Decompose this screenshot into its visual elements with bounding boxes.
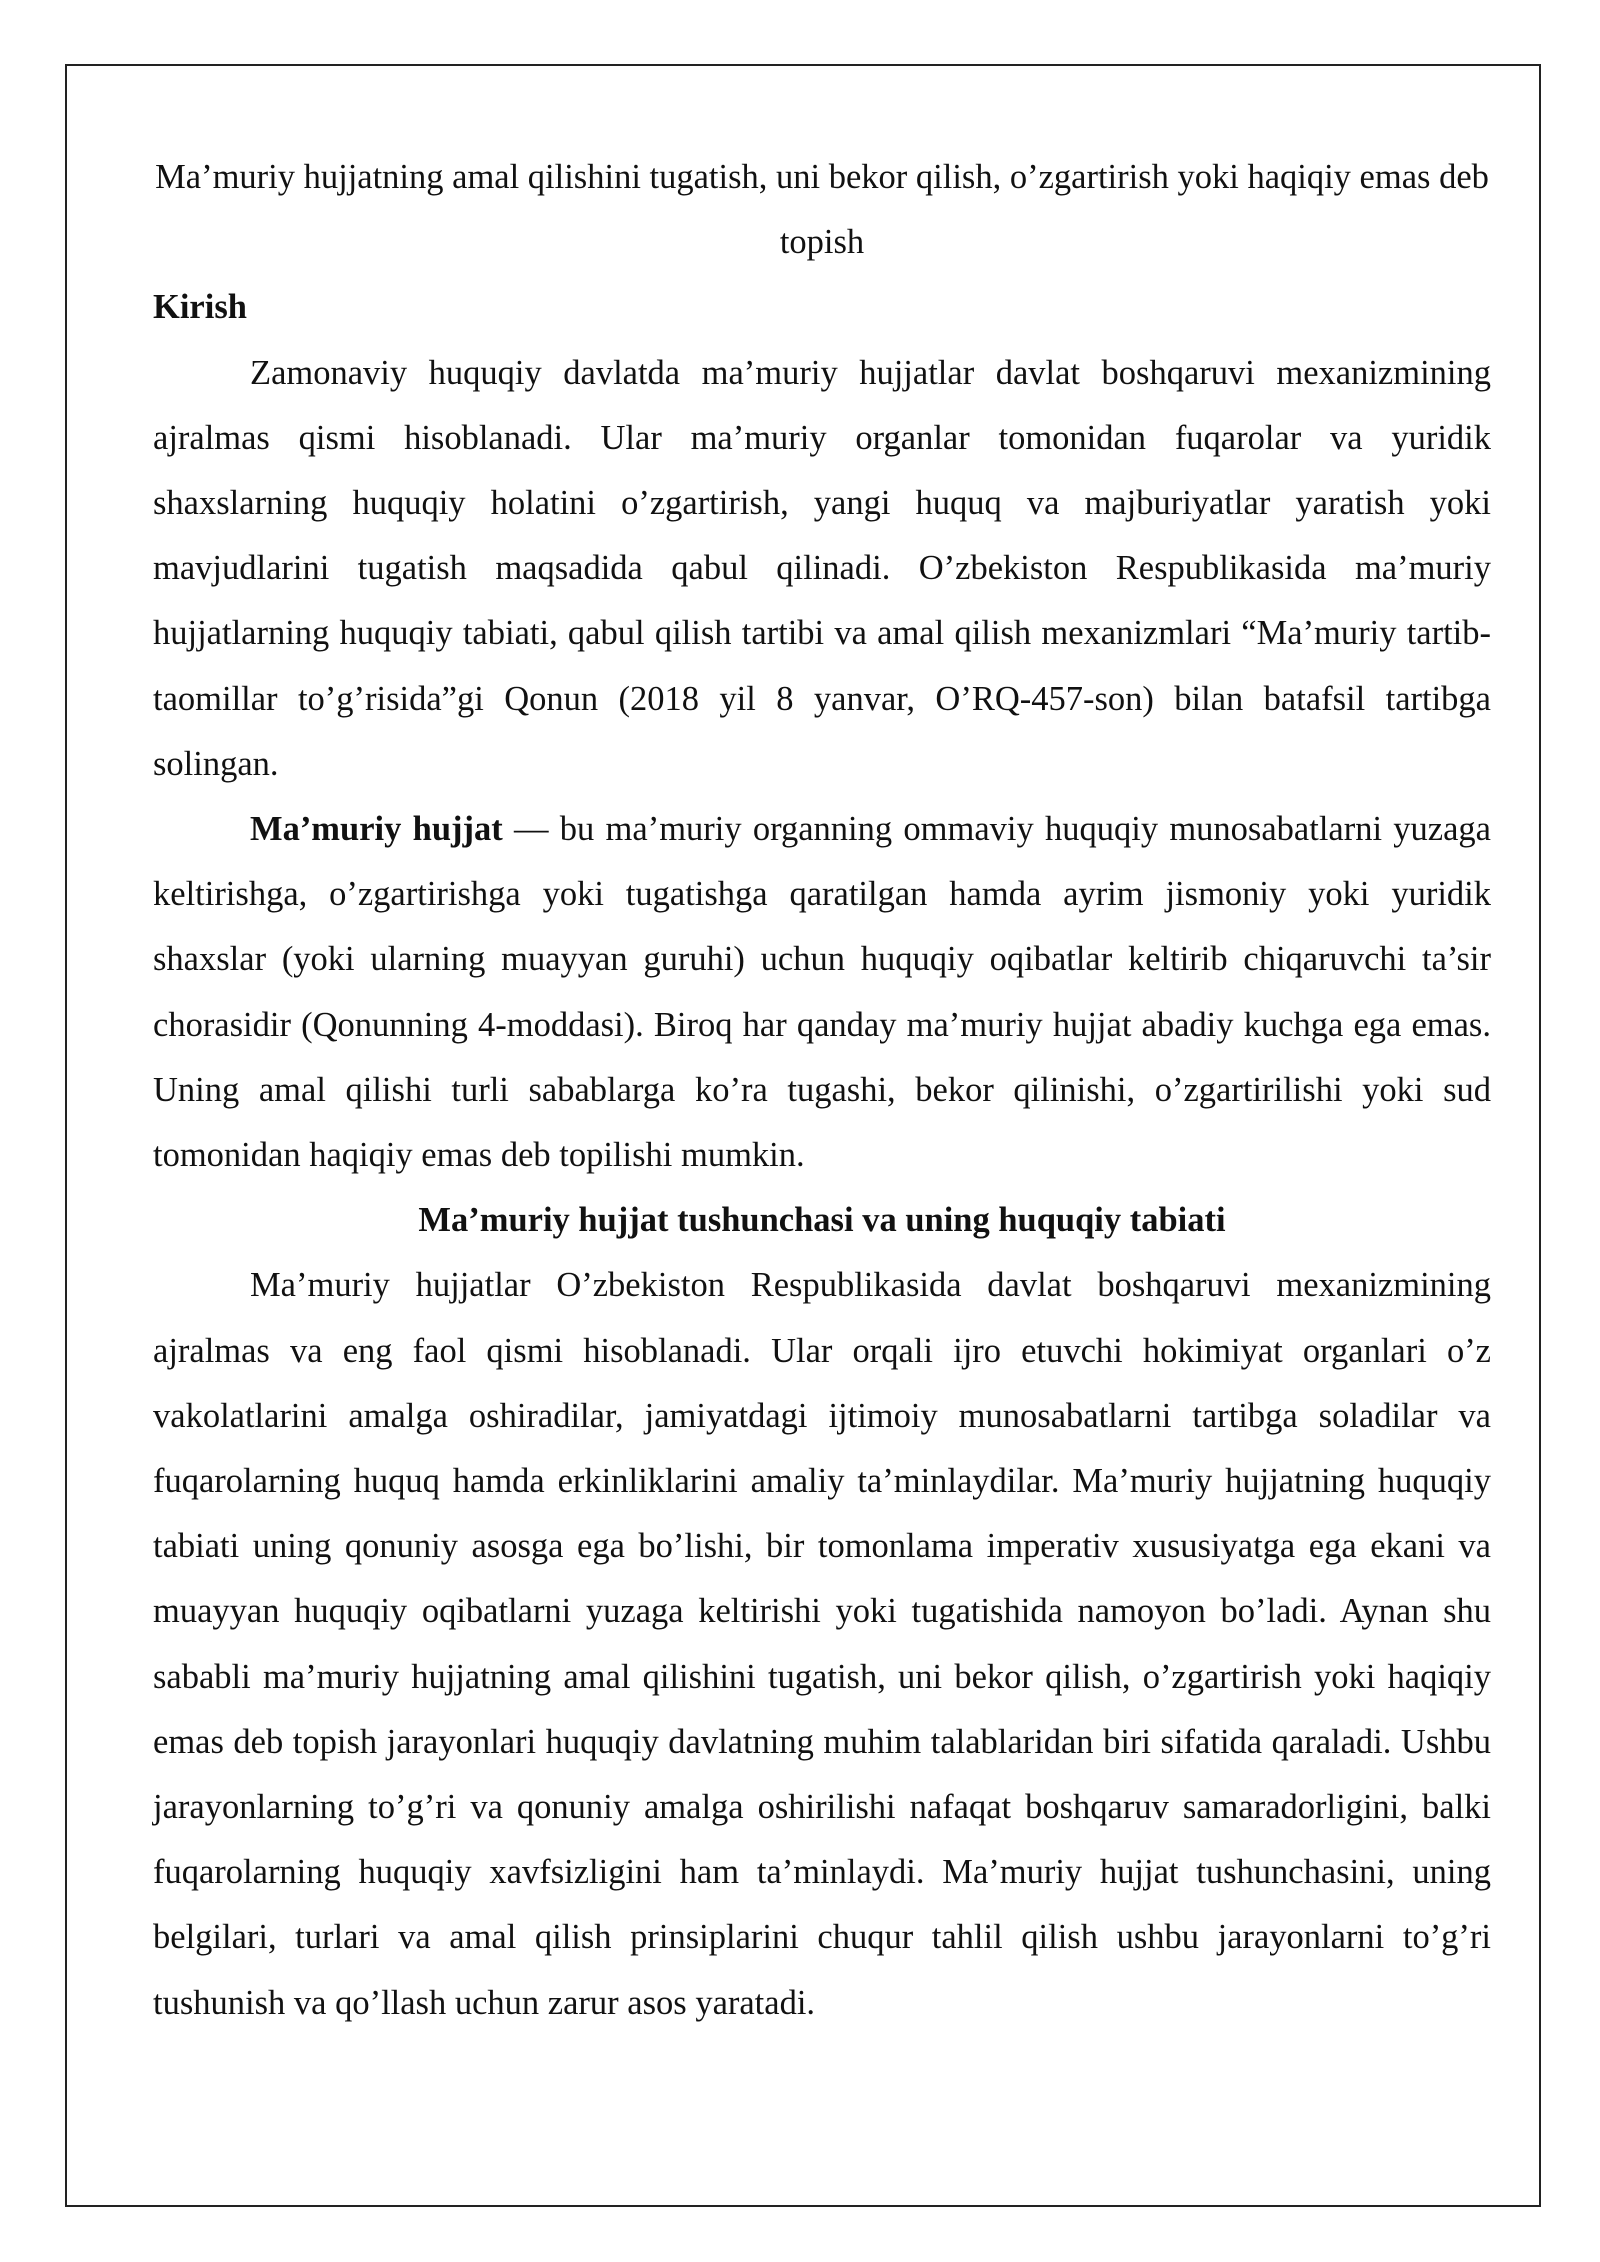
paragraph-definition <box>153 797 1491 1188</box>
definition-text: — bu ma’muriy organning ommaviy huquqiy munosabatlarni yuzaga keltirishga, o’zgartirishga yoki tugatishga qaratilgan hamda ayrim jismoniy yoki yuridik shaxslar (yoki ularning muayyan guruhi) uchun huquqiy oqibatlar keltirib chiqaruvchi ta’sir chorasidir (Qonunning 4-moddasi). Biroq har qanday ma’muriy hujjat abadiy kuchga ega emas. Uning amal qilishi turli sabablarga ko’ra tugashi, bekor qilinishi, o’zgartirilishi yoki sud tomonidan haqiqiy emas deb topilishi mumkin. <box>153 810 1491 1175</box>
paragraph-intro: Zamonaviy huquqiy davlatda ma’muriy hujjatlar davlat boshqaruvi mexanizmining ajralmas qismi hisoblanadi. Ular ma’muriy organlar tomonidan fuqarolar va yuridik shaxslarning huquqiy holatini o’zgartirish, yangi huquq va majburiyatlar yaratish yoki mavjudlarini tugatish maqsadida qabul qilinadi. O’zbekiston Respublikasida ma’muriy hujjatlarning huquqiy tabiati, qabul qilish tartibi va amal qilish mexanizmlari “Ma’muriy tartib-taomillar to’g’risida”gi Qonun (2018 yil 8 yanvar, O’RQ-457-son) bilan batafsil tartibga solingan. <box>153 353 1491 783</box>
intro-heading: Kirish <box>153 288 247 327</box>
defined-term: Ma’muriy hujjat <box>250 810 503 849</box>
paragraph-legal-nature: Ma’muriy hujjatlar O’zbekiston Respublikasida davlat boshqaruvi mexanizmining ajralmas va eng faol qismi hisoblanadi. Ular orqali ijro etuvchi hokimiyat organlari o’z vakolatlarini amalga oshiradilar, jamiyatdagi ijtimoiy munosabatlarni tartibga soladilar va fuqarolarning huquq hamda erkinliklarini amaliy ta’minlaydilar. Ma’muriy hujjatning huquqiy tabiati uning qonuniy asosga ega bo’lishi, bir tomonlama imperativ xususiyatga ega ekani va muayyan huquqiy oqibatlarni yuzaga keltirishi yoki tugatishida namoyon bo’ladi. Aynan shu sababli ma’muriy hujjatning amal qilishini tugatish, uni bekor qilish, o’zgartirish yoki haqiqiy emas deb topish jarayonlari huquqiy davlatning muhim talablaridan biri sifatida qaraladi. Ushbu jarayonlarning to’g’ri va qonuniy amalga oshirilishi nafaqat boshqaruv samaradorligini, balki fuqarolarning huquqiy xavfsizligini ham ta’minlaydi. Ma’muriy hujjat tushunchasini, uning belgilari, turlari va amal qilish prinsiplarini chuqur tahlil qilish ushbu jarayonlarni to’g’ri tushunish va qo’llash uchun zarur asos yaratadi. <box>153 1266 1491 2022</box>
document-body <box>153 145 1491 2036</box>
section-heading: Ma’muriy hujjat tushunchasi va uning huquqiy tabiati <box>418 1201 1226 1240</box>
document-title: Ma’muriy hujjatning amal qilishini tugatish, uni bekor qilish, o’zgartirish yoki haqiqiy emas deb topish <box>155 158 1489 262</box>
